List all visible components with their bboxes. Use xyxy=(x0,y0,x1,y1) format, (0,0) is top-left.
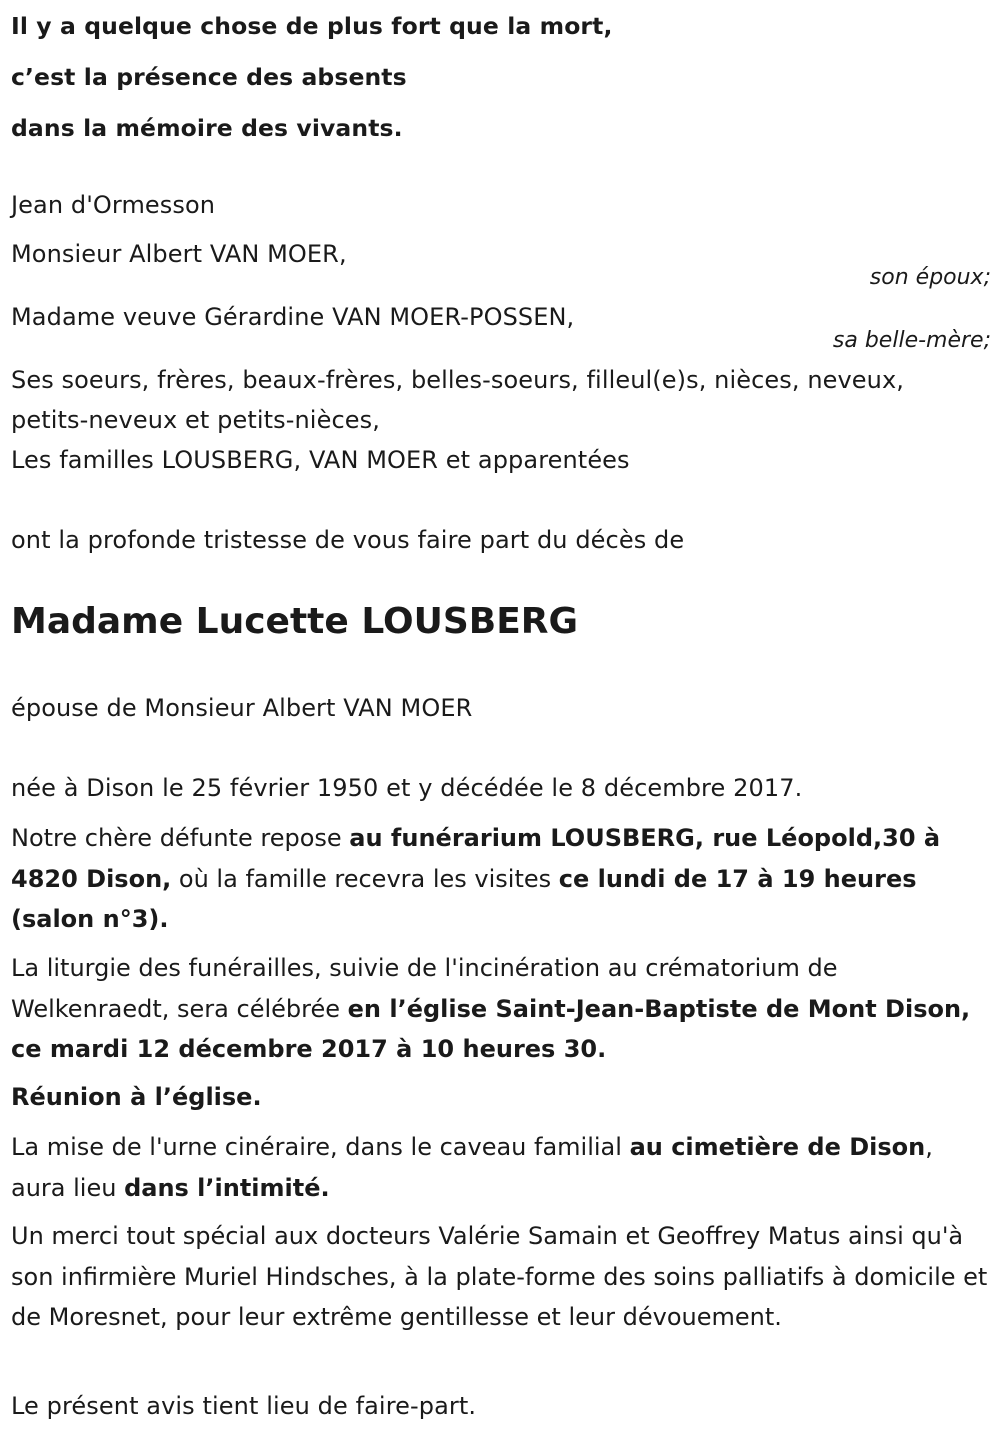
urn-privacy: dans l’intimité. xyxy=(124,1173,330,1202)
deceased-spouse-of: épouse de Monsieur Albert VAN MOER xyxy=(11,694,473,722)
siblings-line-1: Ses soeurs, frères, beaux-frères, belles-soeurs, filleul(e)s, nièces, neveux, xyxy=(11,366,905,394)
quote-line-2: c’est la présence des absents xyxy=(11,63,407,91)
urn-text-2: , aura lieu xyxy=(11,1133,933,1202)
spouse-name: Monsieur Albert VAN MOER, xyxy=(11,240,347,268)
visitation-time: ce lundi de 17 à 19 heures (salon n°3). xyxy=(11,864,917,933)
epigraph-quote xyxy=(11,1,613,154)
funerarium-address: au funérarium LOUSBERG, rue Léopold,30 à 4820 Dison, xyxy=(11,824,941,893)
liturgy-paragraph xyxy=(11,948,991,1070)
liturgy-text: La liturgie des funérailles, suivie de l'incinération au crématorium de Welkenraedt, sera célébrée xyxy=(11,954,838,1023)
deceased-name: Madame Lucette LOUSBERG xyxy=(11,601,579,642)
birth-death-dates: née à Dison le 25 février 1950 et y décédée le 8 décembre 2017. xyxy=(11,774,803,802)
quote-line-1: Il y a quelque chose de plus fort que la mort, xyxy=(11,12,613,40)
closing-text: Le présent avis tient lieu de faire-part. xyxy=(11,1392,477,1420)
siblings-line-2: petits-neveux et petits-nièces, xyxy=(11,406,380,434)
visitation-text-2: où la famille recevra les visites xyxy=(171,864,559,893)
urn-cemetery: au cimetière de Dison xyxy=(629,1133,926,1161)
meeting-paragraph xyxy=(11,1077,991,1118)
families-line: Les familles LOUSBERG, VAN MOER et apparentées xyxy=(11,446,630,474)
visitation-paragraph xyxy=(11,818,991,940)
spouse-relation: son époux; xyxy=(869,265,991,290)
mother-in-law-relation: sa belle-mère; xyxy=(832,328,991,353)
announcement-text: ont la profonde tristesse de vous faire part du décès de xyxy=(11,526,685,554)
obituary-notice xyxy=(11,0,991,1440)
liturgy-place-time: en l’église Saint-Jean-Baptiste de Mont Dison, ce mardi 12 décembre 2017 à 10 heures 30. xyxy=(11,994,971,1063)
urn-paragraph xyxy=(11,1127,991,1208)
quote-author: Jean d'Ormesson xyxy=(11,191,216,219)
thanks-paragraph: Un merci tout spécial aux docteurs Valérie Samain et Geoffrey Matus ainsi qu'à son infirmière Muriel Hindsches, à la plate-forme des soins palliatifs à domicile et de Moresnet, pour leur extrême gentillesse et leur dévouement. xyxy=(11,1222,988,1331)
quote-line-3: dans la mémoire des vivants. xyxy=(11,114,403,142)
meeting-text: Réunion à l’église. xyxy=(11,1083,262,1111)
mother-in-law-name: Madame veuve Gérardine VAN MOER-POSSEN, xyxy=(11,303,575,331)
visitation-text-1: Notre chère défunte repose xyxy=(11,824,350,852)
urn-text-1: La mise de l'urne cinéraire, dans le caveau familial xyxy=(11,1133,630,1161)
